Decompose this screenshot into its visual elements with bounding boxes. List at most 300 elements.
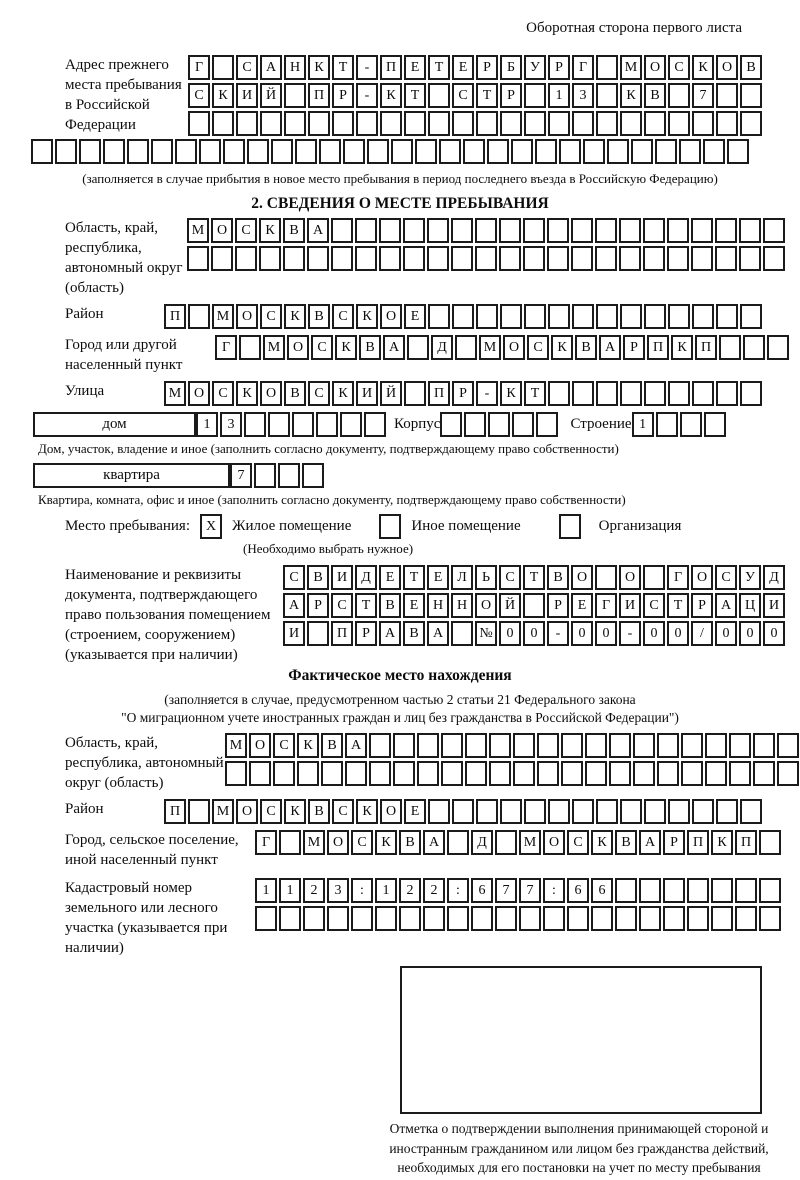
char-cell[interactable]: 0 <box>595 621 617 646</box>
char-cell[interactable]: Й <box>260 83 282 108</box>
char-cell[interactable] <box>302 463 324 488</box>
char-cell[interactable]: П <box>687 830 709 855</box>
char-cell[interactable]: Е <box>404 799 426 824</box>
char-cell[interactable] <box>417 733 439 758</box>
char-cell[interactable]: С <box>332 304 354 329</box>
char-cell[interactable] <box>740 304 762 329</box>
char-cell[interactable]: П <box>647 335 669 360</box>
char-cell[interactable]: С <box>527 335 549 360</box>
char-cell[interactable]: 7 <box>692 83 714 108</box>
char-cell[interactable]: К <box>284 304 306 329</box>
char-cell[interactable]: И <box>619 593 641 618</box>
char-cell[interactable] <box>663 878 685 903</box>
char-cell[interactable] <box>475 218 497 243</box>
char-cell[interactable] <box>489 733 511 758</box>
char-cell[interactable] <box>524 83 546 108</box>
char-cell[interactable] <box>452 799 474 824</box>
char-cell[interactable] <box>547 218 569 243</box>
char-cell[interactable] <box>655 139 677 164</box>
char-cell[interactable]: Т <box>667 593 689 618</box>
char-cell[interactable]: К <box>380 83 402 108</box>
char-cell[interactable]: Д <box>431 335 453 360</box>
char-cell[interactable]: Р <box>476 55 498 80</box>
char-cell[interactable]: - <box>356 83 378 108</box>
char-cell[interactable]: О <box>249 733 271 758</box>
char-cell[interactable]: А <box>260 55 282 80</box>
char-cell[interactable] <box>633 733 655 758</box>
char-cell[interactable] <box>316 412 338 437</box>
char-cell[interactable]: У <box>739 565 761 590</box>
char-cell[interactable] <box>524 111 546 136</box>
char-cell[interactable] <box>343 139 365 164</box>
char-cell[interactable] <box>537 733 559 758</box>
char-cell[interactable]: Г <box>595 593 617 618</box>
char-cell[interactable] <box>355 218 377 243</box>
char-cell[interactable]: С <box>273 733 295 758</box>
char-cell[interactable]: 3 <box>220 412 242 437</box>
char-cell[interactable] <box>547 246 569 271</box>
char-cell[interactable]: К <box>259 218 281 243</box>
char-cell[interactable]: Н <box>451 593 473 618</box>
char-cell[interactable] <box>656 412 678 437</box>
char-cell[interactable] <box>340 412 362 437</box>
char-cell[interactable] <box>763 246 785 271</box>
char-cell[interactable] <box>151 139 173 164</box>
char-cell[interactable]: П <box>308 83 330 108</box>
char-cell[interactable]: Р <box>691 593 713 618</box>
char-cell[interactable]: В <box>307 565 329 590</box>
char-cell[interactable]: Б <box>500 55 522 80</box>
char-cell[interactable]: 1 <box>375 878 397 903</box>
char-cell[interactable] <box>379 218 401 243</box>
char-cell[interactable]: А <box>715 593 737 618</box>
char-cell[interactable] <box>487 139 509 164</box>
char-cell[interactable]: С <box>236 55 258 80</box>
char-cell[interactable] <box>211 246 233 271</box>
char-cell[interactable] <box>175 139 197 164</box>
char-cell[interactable] <box>607 139 629 164</box>
char-cell[interactable]: С <box>499 565 521 590</box>
char-cell[interactable]: - <box>476 381 498 406</box>
char-cell[interactable] <box>524 304 546 329</box>
char-cell[interactable]: М <box>187 218 209 243</box>
char-cell[interactable] <box>519 906 541 931</box>
char-cell[interactable]: 0 <box>499 621 521 646</box>
char-cell[interactable] <box>548 381 570 406</box>
char-cell[interactable] <box>367 139 389 164</box>
char-cell[interactable] <box>244 412 266 437</box>
char-cell[interactable] <box>763 218 785 243</box>
char-cell[interactable] <box>668 381 690 406</box>
char-cell[interactable] <box>284 111 306 136</box>
char-cell[interactable] <box>268 412 290 437</box>
char-cell[interactable] <box>692 381 714 406</box>
char-cell[interactable] <box>663 906 685 931</box>
char-cell[interactable]: : <box>543 878 565 903</box>
char-cell[interactable] <box>595 565 617 590</box>
char-cell[interactable] <box>188 304 210 329</box>
char-cell[interactable] <box>753 761 775 786</box>
char-cell[interactable]: В <box>575 335 597 360</box>
char-cell[interactable]: К <box>500 381 522 406</box>
char-cell[interactable] <box>767 335 789 360</box>
char-cell[interactable]: 2 <box>399 878 421 903</box>
char-cell[interactable] <box>465 761 487 786</box>
char-cell[interactable] <box>537 761 559 786</box>
char-cell[interactable] <box>260 111 282 136</box>
char-cell[interactable] <box>404 111 426 136</box>
char-cell[interactable]: К <box>335 335 357 360</box>
char-cell[interactable] <box>644 799 666 824</box>
char-cell[interactable]: 0 <box>739 621 761 646</box>
char-cell[interactable] <box>199 139 221 164</box>
char-cell[interactable]: Й <box>499 593 521 618</box>
char-cell[interactable] <box>548 799 570 824</box>
char-cell[interactable]: С <box>212 381 234 406</box>
char-cell[interactable]: О <box>211 218 233 243</box>
char-cell[interactable] <box>452 111 474 136</box>
char-cell[interactable] <box>740 83 762 108</box>
char-cell[interactable]: К <box>671 335 693 360</box>
char-cell[interactable] <box>615 878 637 903</box>
char-cell[interactable] <box>591 906 613 931</box>
char-cell[interactable] <box>727 139 749 164</box>
char-cell[interactable] <box>759 878 781 903</box>
char-cell[interactable] <box>188 799 210 824</box>
char-cell[interactable] <box>620 111 642 136</box>
char-cell[interactable]: 6 <box>591 878 613 903</box>
char-cell[interactable]: 2 <box>423 878 445 903</box>
char-cell[interactable] <box>667 218 689 243</box>
char-cell[interactable] <box>583 139 605 164</box>
char-cell[interactable] <box>667 246 689 271</box>
char-cell[interactable] <box>777 733 799 758</box>
char-cell[interactable] <box>355 246 377 271</box>
char-cell[interactable] <box>681 761 703 786</box>
char-cell[interactable]: В <box>359 335 381 360</box>
char-cell[interactable]: М <box>164 381 186 406</box>
char-cell[interactable] <box>464 412 486 437</box>
char-cell[interactable]: 3 <box>327 878 349 903</box>
char-cell[interactable] <box>55 139 77 164</box>
char-cell[interactable] <box>711 878 733 903</box>
char-cell[interactable]: К <box>591 830 613 855</box>
char-cell[interactable] <box>364 412 386 437</box>
char-cell[interactable]: 1 <box>632 412 654 437</box>
char-cell[interactable] <box>585 733 607 758</box>
char-cell[interactable] <box>739 218 761 243</box>
char-cell[interactable]: У <box>524 55 546 80</box>
char-cell[interactable] <box>512 412 534 437</box>
char-cell[interactable] <box>548 111 570 136</box>
char-cell[interactable] <box>561 761 583 786</box>
char-cell[interactable]: 7 <box>230 463 252 488</box>
char-cell[interactable] <box>704 412 726 437</box>
char-cell[interactable] <box>427 246 449 271</box>
char-cell[interactable] <box>759 830 781 855</box>
char-cell[interactable] <box>680 412 702 437</box>
char-cell[interactable]: А <box>599 335 621 360</box>
char-cell[interactable]: Н <box>427 593 449 618</box>
char-cell[interactable] <box>596 111 618 136</box>
char-cell[interactable] <box>500 304 522 329</box>
char-cell[interactable] <box>451 246 473 271</box>
char-cell[interactable]: И <box>283 621 305 646</box>
char-cell[interactable] <box>543 906 565 931</box>
char-cell[interactable]: А <box>345 733 367 758</box>
char-cell[interactable]: Ц <box>739 593 761 618</box>
char-cell[interactable] <box>399 906 421 931</box>
char-cell[interactable] <box>777 761 799 786</box>
char-cell[interactable]: Р <box>355 621 377 646</box>
char-cell[interactable]: К <box>692 55 714 80</box>
char-cell[interactable]: В <box>403 621 425 646</box>
char-cell[interactable] <box>236 111 258 136</box>
char-cell[interactable]: Ь <box>475 565 497 590</box>
char-cell[interactable]: - <box>619 621 641 646</box>
char-cell[interactable]: О <box>380 799 402 824</box>
char-cell[interactable] <box>668 111 690 136</box>
char-cell[interactable]: О <box>716 55 738 80</box>
char-cell[interactable] <box>255 906 277 931</box>
char-cell[interactable] <box>644 304 666 329</box>
char-cell[interactable]: М <box>519 830 541 855</box>
char-cell[interactable]: О <box>236 304 258 329</box>
char-cell[interactable] <box>609 733 631 758</box>
char-cell[interactable]: М <box>225 733 247 758</box>
char-cell[interactable] <box>500 799 522 824</box>
char-cell[interactable]: О <box>475 593 497 618</box>
char-cell[interactable] <box>513 733 535 758</box>
char-cell[interactable] <box>585 761 607 786</box>
char-cell[interactable]: В <box>615 830 637 855</box>
char-cell[interactable]: 3 <box>572 83 594 108</box>
char-cell[interactable] <box>643 218 665 243</box>
char-cell[interactable] <box>127 139 149 164</box>
char-cell[interactable]: Р <box>332 83 354 108</box>
char-cell[interactable] <box>705 761 727 786</box>
char-cell[interactable] <box>471 906 493 931</box>
char-cell[interactable]: К <box>332 381 354 406</box>
char-cell[interactable] <box>668 83 690 108</box>
char-cell[interactable] <box>523 246 545 271</box>
char-cell[interactable] <box>524 799 546 824</box>
char-cell[interactable] <box>332 111 354 136</box>
char-cell[interactable] <box>500 111 522 136</box>
char-cell[interactable]: С <box>260 304 282 329</box>
char-cell[interactable]: Р <box>547 593 569 618</box>
char-cell[interactable] <box>572 111 594 136</box>
char-cell[interactable]: О <box>287 335 309 360</box>
char-cell[interactable] <box>735 906 757 931</box>
char-cell[interactable]: А <box>423 830 445 855</box>
char-cell[interactable]: П <box>428 381 450 406</box>
char-cell[interactable]: Г <box>255 830 277 855</box>
char-cell[interactable] <box>391 139 413 164</box>
char-cell[interactable]: О <box>327 830 349 855</box>
char-cell[interactable] <box>668 304 690 329</box>
char-cell[interactable]: С <box>715 565 737 590</box>
char-cell[interactable]: К <box>620 83 642 108</box>
char-cell[interactable] <box>428 799 450 824</box>
char-cell[interactable]: Е <box>571 593 593 618</box>
char-cell[interactable] <box>499 218 521 243</box>
char-cell[interactable]: А <box>427 621 449 646</box>
char-cell[interactable]: 7 <box>495 878 517 903</box>
char-cell[interactable] <box>415 139 437 164</box>
char-cell[interactable] <box>740 381 762 406</box>
char-cell[interactable] <box>188 111 210 136</box>
char-cell[interactable]: В <box>399 830 421 855</box>
char-cell[interactable]: О <box>236 799 258 824</box>
char-cell[interactable]: В <box>284 381 306 406</box>
char-cell[interactable]: И <box>331 565 353 590</box>
char-cell[interactable]: А <box>379 621 401 646</box>
char-cell[interactable] <box>303 906 325 931</box>
char-cell[interactable] <box>735 878 757 903</box>
char-cell[interactable] <box>247 139 269 164</box>
char-cell[interactable] <box>417 761 439 786</box>
char-cell[interactable] <box>447 906 469 931</box>
char-cell[interactable] <box>619 246 641 271</box>
char-cell[interactable]: В <box>644 83 666 108</box>
char-cell[interactable]: О <box>503 335 525 360</box>
char-cell[interactable] <box>535 139 557 164</box>
char-cell[interactable]: 0 <box>667 621 689 646</box>
char-cell[interactable]: П <box>331 621 353 646</box>
char-cell[interactable] <box>308 111 330 136</box>
char-cell[interactable]: С <box>308 381 330 406</box>
char-cell[interactable] <box>327 906 349 931</box>
char-cell[interactable] <box>691 246 713 271</box>
char-cell[interactable] <box>596 799 618 824</box>
char-cell[interactable]: Е <box>379 565 401 590</box>
char-cell[interactable]: К <box>551 335 573 360</box>
char-cell[interactable]: В <box>283 218 305 243</box>
char-cell[interactable] <box>759 906 781 931</box>
char-cell[interactable] <box>103 139 125 164</box>
char-cell[interactable] <box>279 830 301 855</box>
char-cell[interactable]: П <box>695 335 717 360</box>
char-cell[interactable] <box>441 761 463 786</box>
char-cell[interactable] <box>495 906 517 931</box>
char-cell[interactable]: К <box>375 830 397 855</box>
char-cell[interactable]: Е <box>403 593 425 618</box>
char-cell[interactable] <box>740 111 762 136</box>
char-cell[interactable] <box>79 139 101 164</box>
char-cell[interactable]: И <box>356 381 378 406</box>
char-cell[interactable]: О <box>260 381 282 406</box>
char-cell[interactable] <box>572 799 594 824</box>
char-cell[interactable]: М <box>263 335 285 360</box>
char-cell[interactable] <box>679 139 701 164</box>
char-cell[interactable]: А <box>383 335 405 360</box>
char-cell[interactable]: С <box>311 335 333 360</box>
char-cell[interactable] <box>615 906 637 931</box>
char-cell[interactable] <box>716 799 738 824</box>
char-cell[interactable]: К <box>711 830 733 855</box>
char-cell[interactable] <box>463 139 485 164</box>
char-cell[interactable]: О <box>644 55 666 80</box>
char-cell[interactable] <box>703 139 725 164</box>
char-cell[interactable]: Д <box>355 565 377 590</box>
char-cell[interactable]: П <box>735 830 757 855</box>
char-cell[interactable]: П <box>380 55 402 80</box>
char-cell[interactable] <box>428 83 450 108</box>
char-cell[interactable] <box>295 139 317 164</box>
char-cell[interactable] <box>225 761 247 786</box>
char-cell[interactable] <box>716 381 738 406</box>
char-cell[interactable] <box>620 304 642 329</box>
char-cell[interactable]: С <box>567 830 589 855</box>
char-cell[interactable]: О <box>571 565 593 590</box>
char-cell[interactable] <box>753 733 775 758</box>
char-cell[interactable]: 0 <box>715 621 737 646</box>
char-cell[interactable] <box>687 878 709 903</box>
char-cell[interactable] <box>239 335 261 360</box>
char-cell[interactable] <box>536 412 558 437</box>
char-cell[interactable] <box>644 111 666 136</box>
char-cell[interactable]: Т <box>332 55 354 80</box>
char-cell[interactable] <box>31 139 53 164</box>
char-cell[interactable] <box>451 218 473 243</box>
char-cell[interactable]: С <box>283 565 305 590</box>
char-cell[interactable]: Т <box>355 593 377 618</box>
char-cell[interactable] <box>451 621 473 646</box>
char-cell[interactable]: С <box>643 593 665 618</box>
char-cell[interactable]: 0 <box>523 621 545 646</box>
char-cell[interactable] <box>403 218 425 243</box>
char-cell[interactable]: О <box>380 304 402 329</box>
char-cell[interactable] <box>235 246 257 271</box>
char-cell[interactable] <box>513 761 535 786</box>
char-cell[interactable]: М <box>212 304 234 329</box>
char-cell[interactable] <box>345 761 367 786</box>
char-cell[interactable] <box>440 412 462 437</box>
char-cell[interactable] <box>283 246 305 271</box>
char-cell[interactable]: В <box>308 304 330 329</box>
char-cell[interactable] <box>488 412 510 437</box>
char-cell[interactable]: : <box>351 878 373 903</box>
char-cell[interactable]: А <box>639 830 661 855</box>
char-cell[interactable] <box>743 335 765 360</box>
char-cell[interactable] <box>489 761 511 786</box>
char-cell[interactable]: С <box>668 55 690 80</box>
char-cell[interactable]: С <box>235 218 257 243</box>
char-cell[interactable]: К <box>236 381 258 406</box>
char-cell[interactable]: М <box>212 799 234 824</box>
char-cell[interactable]: С <box>260 799 282 824</box>
char-cell[interactable]: 0 <box>763 621 785 646</box>
char-cell[interactable] <box>639 878 661 903</box>
char-cell[interactable] <box>273 761 295 786</box>
char-cell[interactable] <box>572 304 594 329</box>
char-cell[interactable] <box>393 761 415 786</box>
checkbox-organizatsiya[interactable] <box>559 514 581 539</box>
char-cell[interactable] <box>297 761 319 786</box>
char-cell[interactable]: Т <box>523 565 545 590</box>
char-cell[interactable]: М <box>479 335 501 360</box>
char-cell[interactable] <box>559 139 581 164</box>
char-cell[interactable] <box>351 906 373 931</box>
char-cell[interactable]: 0 <box>643 621 665 646</box>
char-cell[interactable]: В <box>321 733 343 758</box>
char-cell[interactable] <box>619 218 641 243</box>
char-cell[interactable]: Н <box>284 55 306 80</box>
char-cell[interactable]: К <box>356 799 378 824</box>
char-cell[interactable]: В <box>547 565 569 590</box>
char-cell[interactable] <box>428 304 450 329</box>
